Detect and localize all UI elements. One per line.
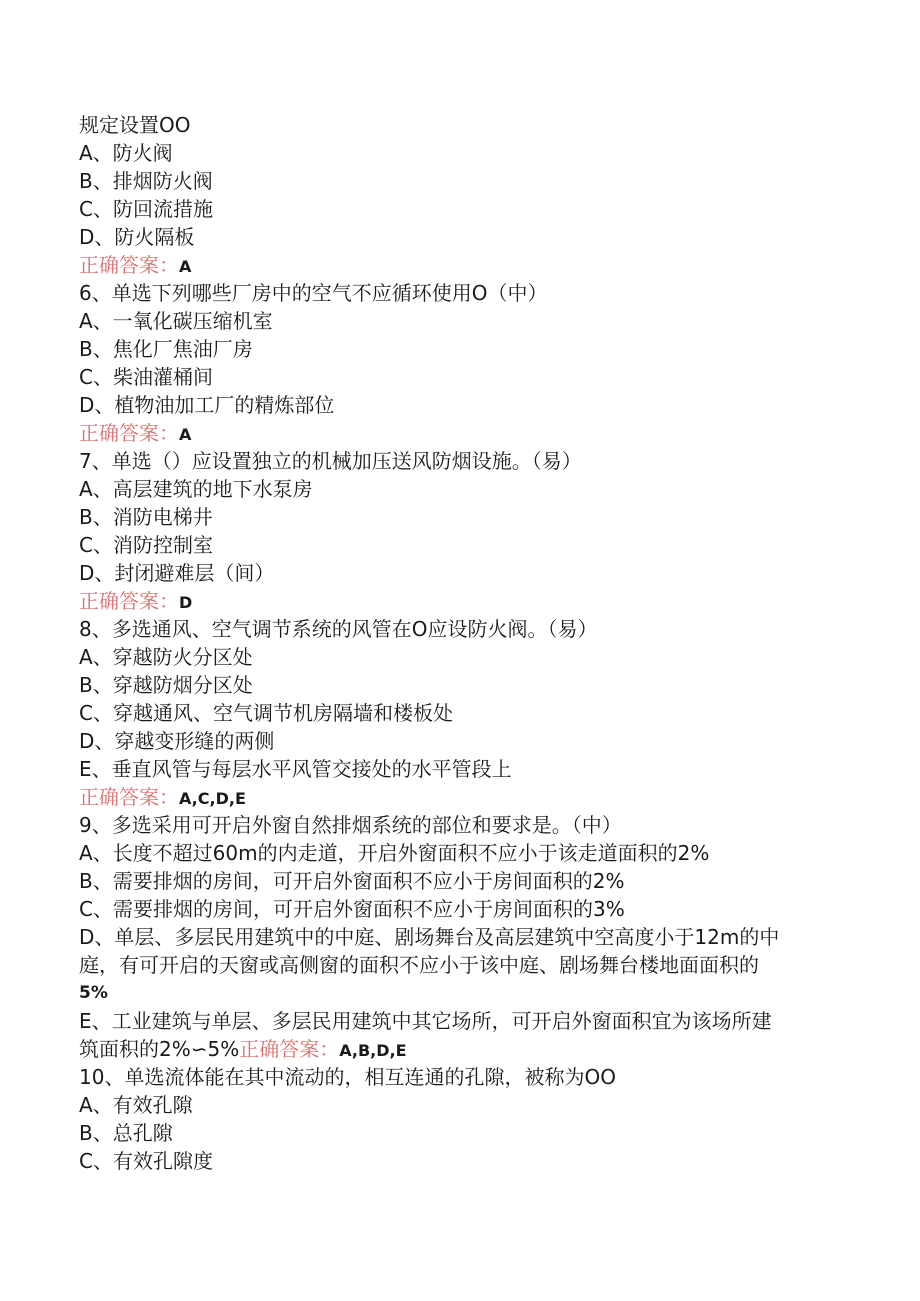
q9-option-c: C、需要排烟的房间，可开启外窗面积不应小于房间面积的3% xyxy=(79,897,625,921)
question-8: 8、多选通风、空气调节系统的风管在O应设防火阀。（易） xyxy=(79,617,598,641)
q9-option-a: A、长度不超过60m的内走道，开启外窗面积不应小于该走道面积的2% xyxy=(79,841,710,865)
q7-option-d: D、封闭避难层（间） xyxy=(79,561,275,585)
q10-option-a: A、有效孔隙 xyxy=(79,1093,193,1117)
question-7: 7、单选（）应设置独立的机械加压送风防烟设施。（易） xyxy=(79,449,582,473)
answer-value: A,B,D,E xyxy=(339,1041,407,1060)
q9-option-e: E、工业建筑与单层、多层民用建筑中其它场所，可开启外窗面积宜为该场所建 xyxy=(79,1009,772,1033)
q5-option-d: D、防火隔板 xyxy=(79,225,195,249)
question-5-tail: 规定设置OO xyxy=(79,113,191,137)
q8-option-c: C、穿越通风、空气调节机房隔墙和楼板处 xyxy=(79,701,453,725)
q9-option-d: D、单层、多层民用建筑中的中庭、剧场舞台及高层建筑中空高度小于12m的中 xyxy=(79,925,780,949)
q9-option-b: B、需要排烟的房间，可开启外窗面积不应小于房间面积的2% xyxy=(79,869,625,893)
q7-option-a: A、高层建筑的地下水泵房 xyxy=(79,477,313,501)
answer-value: A xyxy=(179,425,192,444)
answer-label: 正确答案： xyxy=(79,253,179,277)
q6-option-d: D、植物油加工厂的精炼部位 xyxy=(79,393,335,417)
answer-value: A,C,D,E xyxy=(179,789,246,808)
question-10: 10、单选流体能在其中流动的，相互连通的孔隙，被称为OO xyxy=(79,1065,616,1089)
q7-answer xyxy=(79,587,839,617)
q9-option-e-cont xyxy=(79,1035,839,1065)
q6-option-c: C、柴油灌桶间 xyxy=(79,365,213,389)
answer-label: 正确答案： xyxy=(79,589,179,613)
q6-answer xyxy=(79,419,839,449)
q9-option-e-end: 筑面积的2%∽5% xyxy=(79,1037,240,1061)
q10-option-c: C、有效孔隙度 xyxy=(79,1149,213,1173)
q9-option-d-cont: 庭，有可开启的天窗或高侧窗的面积不应小于该中庭、剧场舞台楼地面面积的 xyxy=(79,953,759,977)
question-6: 6、单选下列哪些厂房中的空气不应循环使用O（中） xyxy=(79,281,548,305)
q7-option-b: B、消防电梯井 xyxy=(79,505,213,529)
q5-option-a: A、防火阀 xyxy=(79,141,173,165)
q8-answer xyxy=(79,783,839,813)
answer-label: 正确答案： xyxy=(79,785,179,809)
q8-option-d: D、穿越变形缝的两侧 xyxy=(79,729,275,753)
answer-value: D xyxy=(179,593,193,612)
answer-label: 正确答案： xyxy=(79,421,179,445)
q10-option-b: B、总孔隙 xyxy=(79,1121,173,1145)
q9-answer xyxy=(239,1037,406,1061)
q8-option-e: E、垂直风管与每层水平风管交接处的水平管段上 xyxy=(79,757,512,781)
q8-option-b: B、穿越防烟分区处 xyxy=(79,673,253,697)
q7-option-c: C、消防控制室 xyxy=(79,533,213,557)
q8-option-a: A、穿越防火分区处 xyxy=(79,645,253,669)
answer-label: 正确答案： xyxy=(239,1037,340,1061)
answer-value: A xyxy=(179,257,192,276)
q5-option-c: C、防回流措施 xyxy=(79,197,213,221)
q5-option-b: B、排烟防火阀 xyxy=(79,169,213,193)
question-9: 9、多选采用可开启外窗自然排烟系统的部位和要求是。（中） xyxy=(79,813,622,837)
q9-option-d-end: 5% xyxy=(79,983,108,1003)
q6-option-b: B、焦化厂焦油厂房 xyxy=(79,337,253,361)
q6-option-a: A、一氧化碳压缩机室 xyxy=(79,309,273,333)
q5-answer xyxy=(79,251,839,281)
